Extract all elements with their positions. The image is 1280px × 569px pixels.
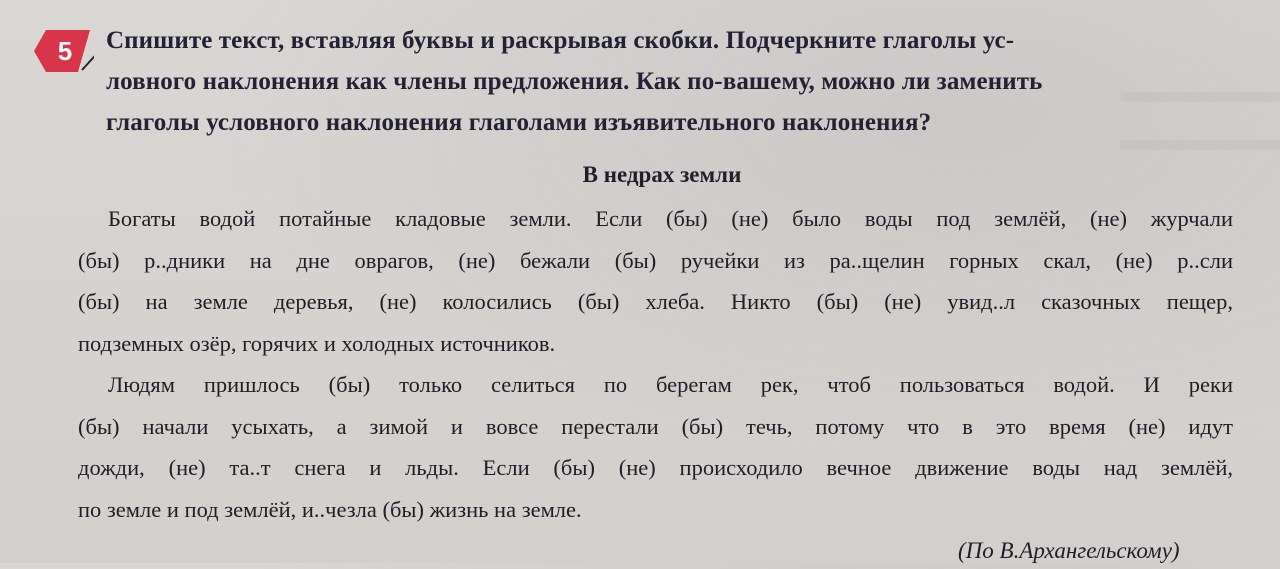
text-line: Людям пришлось (бы) только селиться по берегам рек, чтоб пользоваться водой. И реки (108, 372, 1233, 397)
text-line: по земле и под землёй, и..чезла (бы) жизнь на земле. (78, 496, 582, 522)
exercise-task (106, 20, 1232, 143)
exercise-number: 5 (57, 36, 73, 66)
text-line: (бы) р..дники на дне оврагов, (не) бежали (бы) ручейки из ра..щелин горных скал, (не) р..сли (78, 247, 1233, 273)
text-line: дожди, (не) та..т снега и льды. Если (бы) (не) происходило вечное движение воды над землёй, (78, 455, 1233, 480)
text-body (78, 198, 1233, 530)
text-source: (По В.Архангельскому) (958, 538, 1180, 563)
text-line: Богаты водой потайные кладовые земли. Если (бы) (не) было воды под землёй, (не) журчали (108, 206, 1233, 231)
text-line: (бы) начали усыхать, а зимой и вовсе перестали (бы) течь, потому что в это время (не) идут (78, 413, 1233, 439)
text-line: (бы) на земле деревья, (не) колосились (бы) хлеба. Никто (бы) (не) увид..л сказочных пещер, (78, 289, 1233, 314)
exercise-number-badge (30, 28, 94, 74)
text-line: подземных озёр, горячих и холодных источников. (78, 330, 556, 356)
task-line: глаголы условного наклонения глаголами изъявительного наклонения? (106, 109, 932, 136)
task-line: Спишите текст, вставляя буквы и раскрывая скобки. Подчеркните глаголы ус- (106, 27, 1015, 54)
task-line: ловного наклонения как члены предложения. Как по-вашему, можно ли заменить (106, 68, 1043, 95)
text-title: В недрах земли (582, 162, 742, 187)
